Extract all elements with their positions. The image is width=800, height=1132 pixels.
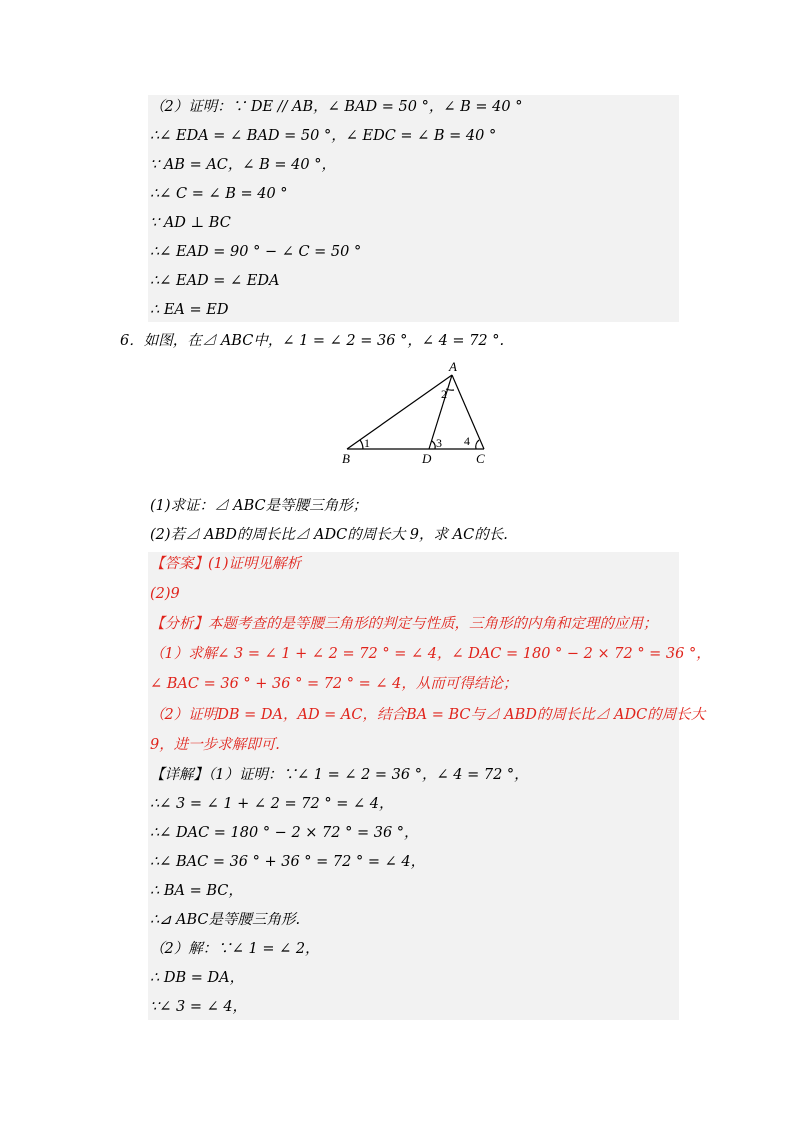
analysis-line-3: （2）证明DB = DA，AD = AC，结合BA = BC与⊿ ABD的周长比⊿ ADC的周长大: [150, 707, 706, 723]
detail-line-9: ∵∠ 3 = ∠ 4，: [150, 999, 248, 1015]
q5-proof-line-2: ∴∠ EDA = ∠ BAD = 50 °，∠ EDC = ∠ B = 40 °: [150, 128, 497, 144]
detail-line-3: ∴∠ DAC = 180 ° − 2 × 72 ° = 36 °，: [150, 825, 419, 841]
detail-line-7: （2）解：∵∠ 1 = ∠ 2，: [150, 941, 320, 957]
analysis-heading: 【分析】本题考查的是等腰三角形的判定与性质，三角形的内角和定理的应用；: [150, 616, 658, 632]
answer-part-2: (2)9: [150, 586, 180, 602]
triangle-figure: [338, 360, 498, 470]
angle-2-label: 2: [441, 387, 447, 401]
detail-line-5: ∴ BA = BC，: [150, 883, 243, 899]
analysis-line-1: （1）求解∠ 3 = ∠ 1 + ∠ 2 = 72 ° = ∠ 4，∠ DAC = 180 ° − 2 × 72 ° = 36 °，: [150, 646, 711, 662]
detail-line-1: 【详解】（1）证明：∵∠ 1 = ∠ 2 = 36 °，∠ 4 = 72 °，: [150, 767, 529, 783]
label-A: A: [449, 360, 457, 374]
detail-line-2: ∴∠ 3 = ∠ 1 + ∠ 2 = 72 ° = ∠ 4，: [150, 796, 394, 812]
q5-proof-line-6: ∴∠ EAD = 90 ° − ∠ C = 50 °: [150, 244, 362, 260]
label-D: D: [422, 451, 432, 466]
q5-proof-line-7: ∴∠ EAD = ∠ EDA: [150, 273, 280, 289]
question-6-part-1: (1)求证：⊿ ABC是等腰三角形；: [150, 498, 368, 514]
question-6-part-2: (2)若⊿ ABD的周长比⊿ ADC的周长大 9，求 AC的长.: [150, 527, 508, 543]
angle-3-label: 3: [436, 436, 442, 450]
angle-1-label: 1: [364, 436, 370, 450]
q5-proof-line-8: ∴ EA = ED: [150, 302, 229, 318]
detail-line-4: ∴∠ BAC = 36 ° + 36 ° = 72 ° = ∠ 4，: [150, 854, 426, 870]
q5-proof-line-1: （2）证明：∵ DE // AB，∠ BAD = 50 °，∠ B = 40 °: [150, 99, 523, 115]
detail-line-8: ∴ DB = DA，: [150, 970, 245, 986]
question-6-stem: 6．如图，在⊿ ABC中，∠ 1 = ∠ 2 = 36 °，∠ 4 = 72 °.: [120, 333, 505, 349]
angle-4-label: 4: [464, 434, 470, 448]
detail-line-6: ∴⊿ ABC是等腰三角形.: [150, 912, 301, 928]
q5-proof-line-3: ∵ AB = AC，∠ B = 40 °，: [150, 157, 336, 173]
label-B: B: [342, 451, 350, 466]
q5-proof-line-5: ∵ AD ⊥ BC: [150, 215, 231, 231]
q5-proof-line-4: ∴∠ C = ∠ B = 40 °: [150, 186, 288, 202]
analysis-line-2: ∠ BAC = 36 ° + 36 ° = 72 ° = ∠ 4，从而可得结论；: [150, 676, 518, 692]
analysis-line-4: 9，进一步求解即可.: [150, 737, 280, 753]
answer-line: 【答案】(1)证明见解析: [150, 556, 302, 572]
label-C: C: [476, 451, 485, 466]
